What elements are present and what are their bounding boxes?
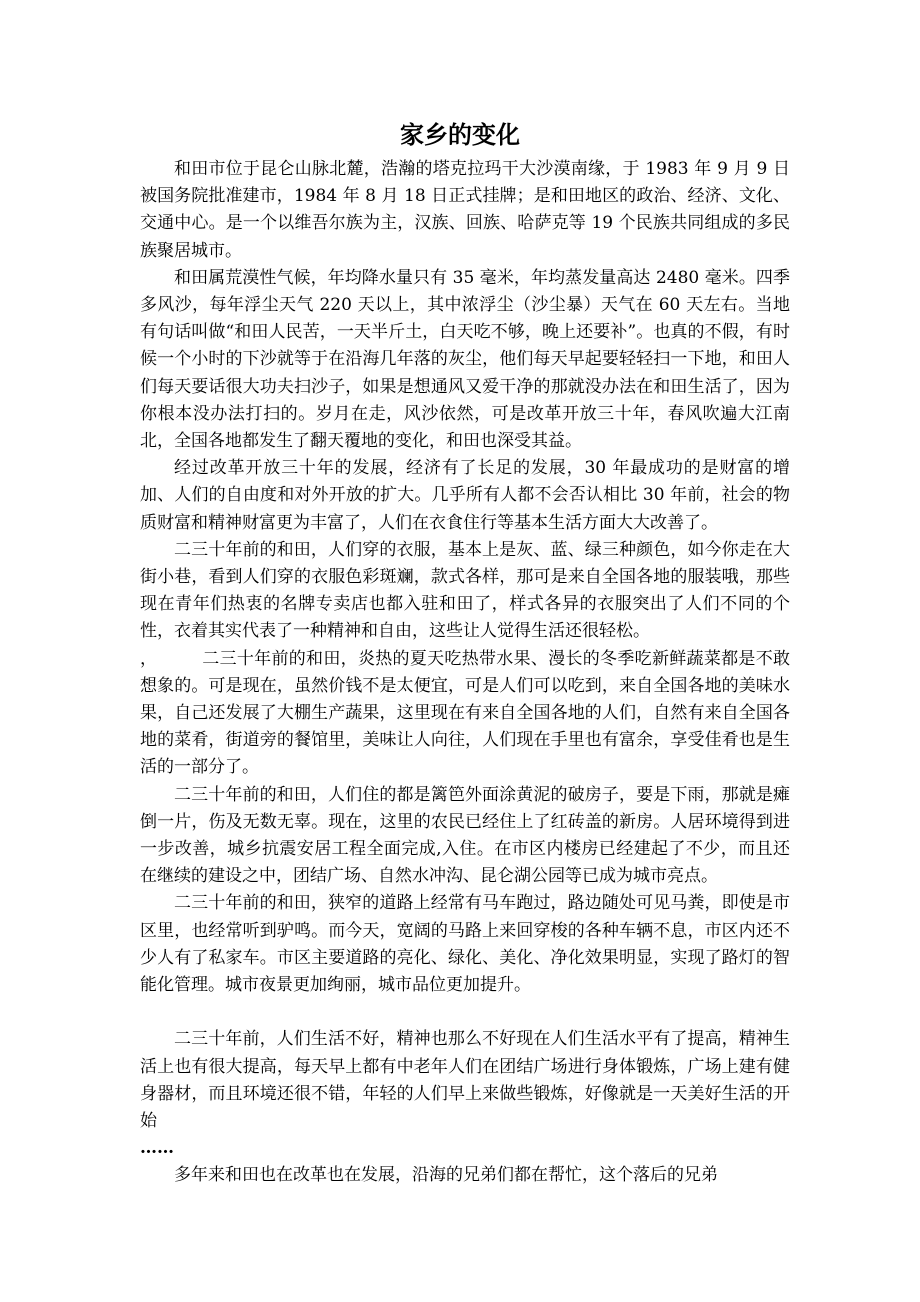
paragraph-lifestyle: 二三十年前，人们生活不好，精神也那么不好现在人们生活水平有了提高，精神生活上也有很大提高，每天早上都有中老年人们在团结广场进行身体锻炼，广场上建有健身器材，而且环境还很不错，年轻的人们早上来做些锻炼，好像就是一天美好生活的开始 (140, 1029, 790, 1131)
paragraph-intro: 和田市位于昆仑山脉北麓，浩瀚的塔克拉玛干大沙漠南缘，于 1983 年 9 月 9 日被国务院批准建市，1984 年 8 月 18 日正式挂牌；是和田地区的政治、经济、文化、交通中心。是一个以维吾尔族为主，汉族、回族、哈萨克等 19 个民族共同组成的多民族聚居城市。 (140, 159, 790, 261)
stray-comma-mark: ， (140, 648, 157, 669)
paragraph-roads: 二三十年前的和田，狭窄的道路上经常有马车跑过，路边随处可见马粪，即使是市区里，也经常听到驴鸣。而今天，宽阔的马路上来回穿梭的各种车辆不息，市区内还不少人有了私家车。市区主要道路的亮化、绿化、美化、净化效果明显，实现了路灯的智能化管理。城市夜景更加绚丽，城市品位更加提升。 (140, 893, 790, 996)
paragraph-food-text: 二三十年前的和田，炎热的夏天吃热带水果、漫长的冬季吃新鲜蔬菜都是不敢想象的。可是现在，虽然价钱不是太便宜，可是人们可以吃到，来自全国各地的美味水果，自己还发展了大棚生产蔬果，这里现在有来自全国各地的人们，自然有来自全国各地的菜肴，街道旁的餐馆里，美味让人向往，人们现在手里也有富余，享受佳肴也是生活的一部分了。 (140, 648, 790, 778)
paragraph-reform: 经过改革开放三十年的发展，经济有了长足的发展，30 年最成功的是财富的增加、人们的自由度和对外开放的扩大。几乎所有人都不会否认相比 30 年前，社会的物质财富和精神财富更为丰富了，人们在衣食住行等基本生活方面大大改善了。 (140, 458, 790, 533)
paragraph-climate: 和田属荒漠性气候，年均降水量只有 35 毫米，年均蒸发量高达 2480 毫米。四季多风沙，每年浮尘天气 220 天以上，其中浓浮尘（沙尘暴）天气在 60 天左右。当地有句话叫做“和田人民苦，一天半斤土，白天吃不够，晚上还要补”。也真的不假，有时候一个小时的下沙就等于在沿海几年落的灰尘，他们每天早起要轻轻扫一下地，和田人们每天要话很大功夫扫沙子，如果是想通风又爱干净的那就没办法在和田生活了，因为你根本没办法打扫的。岁月在走，风沙依然，可是改革开放三十年，春风吹遍大江南北，全国各地都发生了翻天覆地的变化，和田也深受其益。 (140, 267, 790, 452)
blank-line (140, 999, 790, 1026)
paragraph-closing: 多年来和田也在改革也在发展，沿海的兄弟们都在帮忙，这个落后的兄弟 (174, 1165, 718, 1186)
paragraph-clothing: 二三十年前的和田，人们穿的衣服，基本上是灰、蓝、绿三种颜色，如今你走在大街小巷，看到人们穿的衣服色彩斑斓，款式各样，那可是来自全国各地的服装哦，那些现在青年们热衷的名牌专卖店也都入驻和田了，样式各异的衣服突出了人们不同的个性，衣着其实代表了一种精神和自由，这些让人觉得生活还很轻松。 (140, 539, 790, 642)
page-title: 家乡的变化 (400, 120, 520, 149)
paragraph-housing: 二三十年前的和田，人们住的都是篱笆外面涂黄泥的破房子，要是下雨，那就是瘫倒一片，伤及无数无辜。现在，这里的农民已经住上了红砖盖的新房。人居环境得到进一步改善，城乡抗震安居工程全面完成,入住。在市区内楼房已经建起了不少，而且还在继续的建设之中，团结广场、自然水冲沟、昆仑湖公园等已成为城市亮点。 (140, 784, 790, 887)
ellipsis: …… (140, 1138, 174, 1159)
document-body (140, 156, 790, 1190)
paragraph-food (140, 646, 790, 782)
